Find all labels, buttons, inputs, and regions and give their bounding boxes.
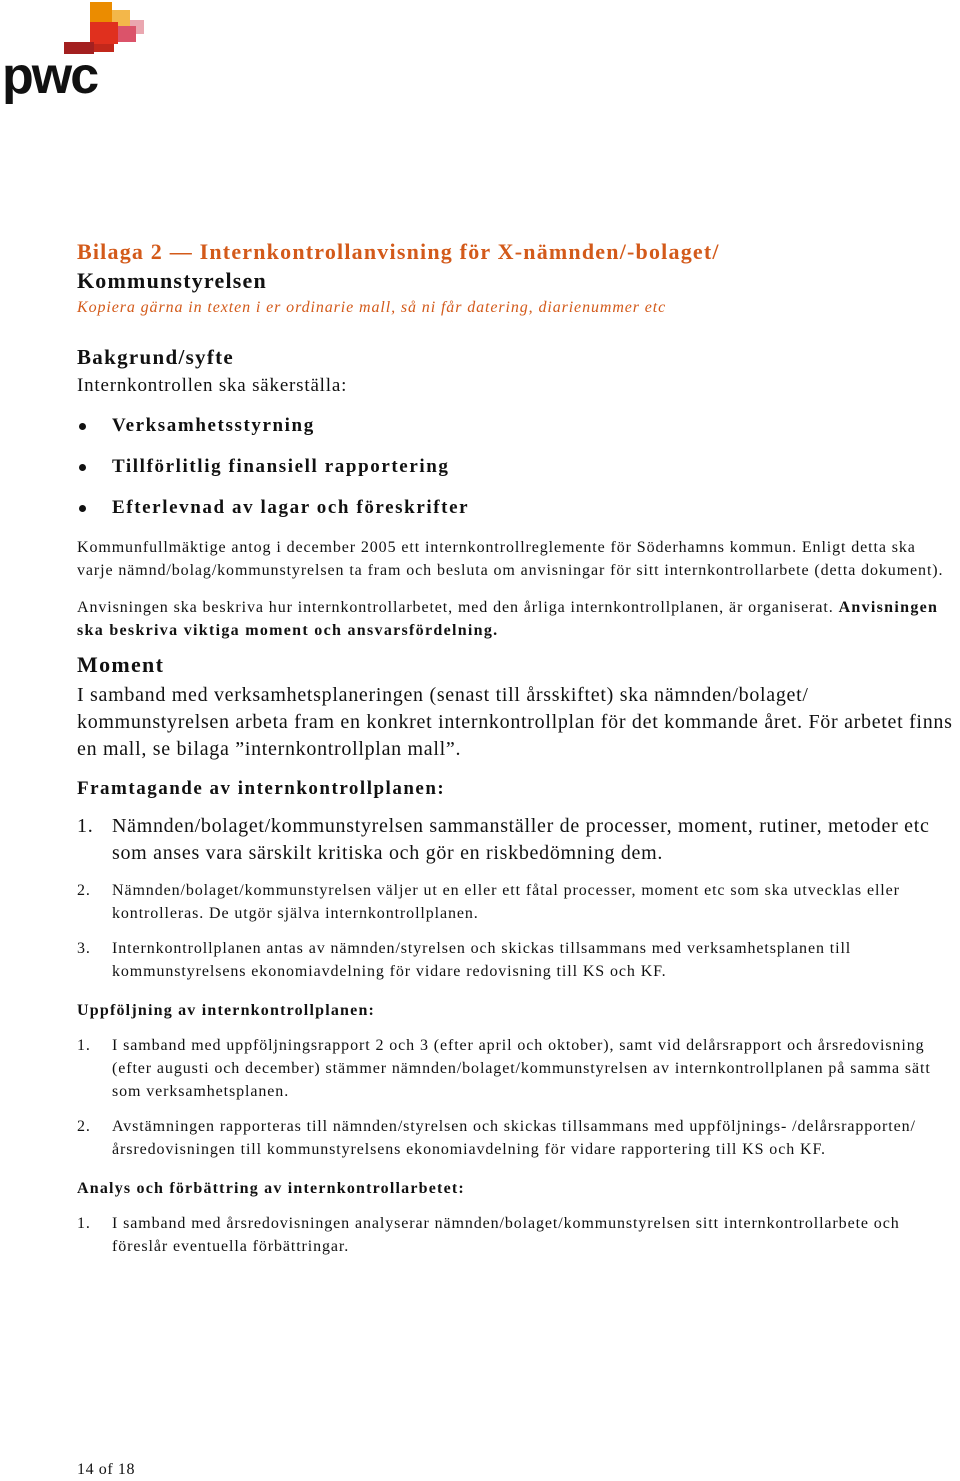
framtagande-list (77, 813, 957, 983)
list-item: 1. Nämnden/bolaget/kommunstyrelsen sammanställer de processer, moment, rutiner, metoder etc som anses vara särskilt kritiska och gör en riskbedömning dem. (77, 815, 930, 864)
pwc-logo (0, 0, 150, 115)
section-heading-moment: Moment (77, 652, 165, 677)
analys-list (77, 1212, 957, 1258)
list-item: 2. Avstämningen rapporteras till nämnden/styrelsen och skickas tillsammans med uppföljnings- /delårsrapporten/årsredovisningen till kommunstyrelsens ekonomiavdelning för vidare rapportering till KS och KF. (77, 1118, 916, 1158)
bullet-icon (79, 464, 86, 471)
section-heading-framtagande: Framtagande av internkontrollplanen: (77, 778, 446, 799)
list-item: 2. Nämnden/bolaget/kommunstyrelsen väljer ut en eller ett fåtal processer, moment etc som ska utvecklas eller kontrolleras. De utgör själva internkontrollplanen. (77, 882, 900, 922)
title-line-1: Bilaga 2 — Internkontrollanvisning för X-nämnden/-bolaget/ (77, 239, 720, 264)
bullet-icon (79, 423, 86, 430)
background-intro: Internkontrollen ska säkerställa: (77, 375, 348, 396)
page-number: 14 of 18 (77, 1461, 136, 1478)
list-item: Verksamhetsstyrning (77, 405, 957, 446)
page-title (77, 237, 957, 295)
title-line-2: Kommunstyrelsen (77, 268, 267, 293)
section-heading-background: Bakgrund/syfte (77, 345, 235, 369)
background-paragraph-1: Kommunfullmäktige antog i december 2005 ett internkontrollreglemente för Söderhamns kommun. Enligt detta ska varje nämnd/bolag/kommunstyrelsen ta fram och besluta om anvisningar för sitt internkontrollarbete (detta dokument). (77, 539, 944, 579)
background-paragraph-2: Anvisningen ska beskriva hur internkontrollarbetet, med den årliga internkontrollplanen, är organiserat. Anvisningen ska beskriva viktiga moment och ansvarsfördelning. (77, 599, 939, 639)
list-item: Efterlevnad av lagar och föreskrifter (77, 487, 957, 528)
uppfoljning-list (77, 1034, 957, 1161)
pwc-logo-text: pwc (2, 47, 98, 105)
list-item: 3. Internkontrollplanen antas av nämnden/styrelsen och skickas tillsammans med verksamhetsplanen till kommunstyrelsens ekonomiavdelning för vidare redovisning till KS och KF. (77, 940, 852, 980)
list-item: 1. I samband med uppföljningsrapport 2 och 3 (efter april och oktober), samt vid delårsrapport och årsredovisning (efter augusti och december) stämmer nämnden/bolaget/kommunstyrelsen av internkontrollplanen på samma sätt som verksamhetsplanen. (77, 1037, 931, 1100)
list-item: Tillförlitlig finansiell rapportering (77, 446, 957, 487)
list-item: 1. I samband med årsredovisningen analyserar nämnden/bolaget/kommunstyrelsen sitt internkontrollarbete och föreslår eventuella förbättringar. (77, 1215, 900, 1255)
section-heading-analys: Analys och förbättring av internkontrollarbetet: (77, 1180, 465, 1197)
section-heading-uppfoljning: Uppföljning av internkontrollplanen: (77, 1002, 376, 1019)
bullet-icon (79, 505, 86, 512)
moment-paragraph: I samband med verksamhetsplaneringen (senast till årsskiftet) ska nämnden/bolaget/ kommunstyrelsen arbeta fram en konkret internkontrollplan för det kommande året. För arbetet finns en mall, se bilaga ”internkontrollplan mall”. (77, 684, 953, 760)
template-note: Kopiera gärna in texten i er ordinarie mall, så ni får datering, diarienummer etc (77, 299, 667, 316)
document-body (77, 237, 957, 1258)
goals-list (77, 405, 957, 528)
